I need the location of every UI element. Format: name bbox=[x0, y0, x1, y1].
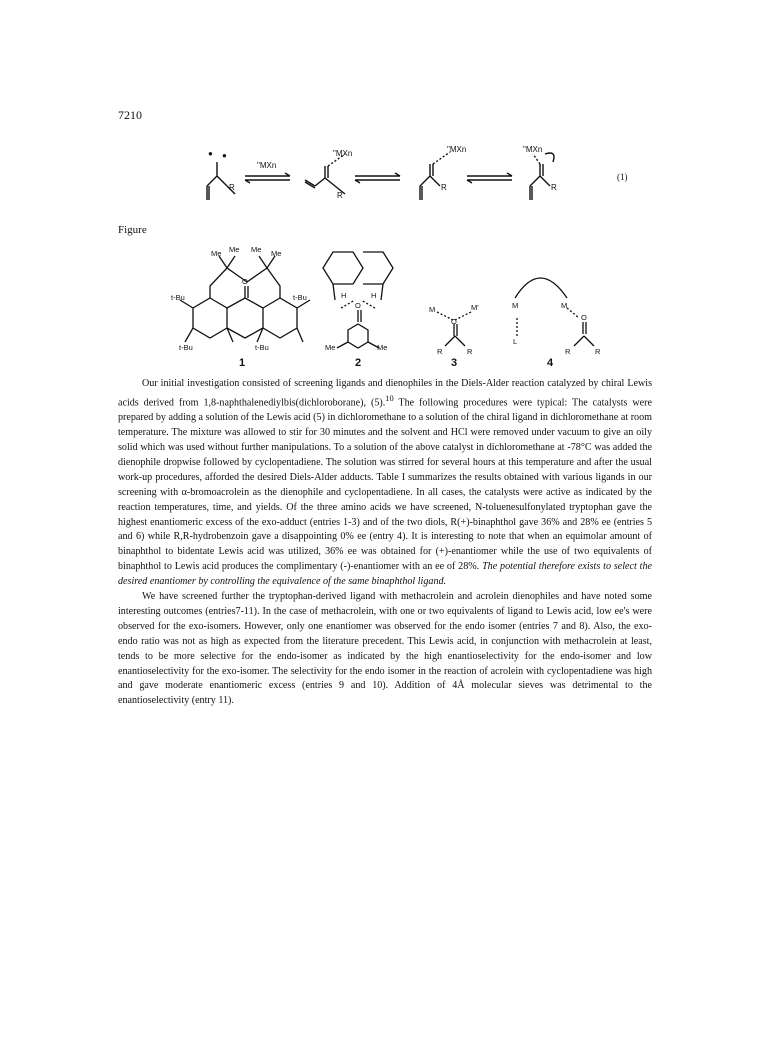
s1-tbu-1: t-Bu bbox=[171, 293, 185, 302]
s1-tbu-2: t-Bu bbox=[293, 293, 307, 302]
structure-number-2: 2 bbox=[355, 357, 362, 369]
s3-o: O bbox=[451, 317, 457, 326]
s4-m-1: M bbox=[512, 301, 519, 310]
scheme-r-2: R bbox=[337, 191, 343, 200]
s1-me-4: Me bbox=[271, 249, 282, 258]
structure-number-4: 4 bbox=[547, 357, 554, 369]
equation-number: (1) bbox=[617, 172, 628, 182]
s4-r-1: R bbox=[565, 347, 571, 356]
s1-o: O bbox=[242, 277, 248, 286]
s1-tbu-3: t-Bu bbox=[179, 343, 193, 352]
s3-m: M bbox=[429, 305, 436, 314]
s2-me-2: Me bbox=[377, 343, 388, 352]
paragraph-1-part-a: Our initial investigation consisted of screening ligands and dienophiles in the Diels-Alder reaction catalyzed by chiral Lewis acids derived from 1,8-naphthalenediylbis(dichloroborane), (5). bbox=[118, 378, 652, 409]
s2-me-1: Me bbox=[325, 343, 336, 352]
figure-caption: Figure bbox=[118, 224, 147, 236]
structure-number-1: 1 bbox=[239, 357, 246, 369]
s2-o: O bbox=[355, 301, 361, 310]
s1-me-1: Me bbox=[211, 249, 222, 258]
scheme-r-4: R bbox=[551, 183, 557, 192]
paragraph-1-part-b: The following procedures were typical: The catalysts were prepared by adding a solution of the Lewis acid (5) in dichloromethane to a solution of the chiral ligand in dichloromethane at room temperature. The mixture was allowed to stir for 30 minutes and the solvent and HCl were removed under vacuum to give an oily solid which was used without further manipulations. To a solution of the above catalyst in dichloromethane at -78°C was added the dienophile dropwise followed by cyclopentadiene. The solution was stirred for several hours at this temperature and after the usual work-up procedures, afforded the desired Diels-Alder adducts. Table I summarizes the results obtained with various ligands in our screening with α-bromoacrolein as the dienophile and cyclopentadiene. In all cases, the catalysts were active as indicated by the reaction temperatures, time, and yields. Of the three amino acids we have screened, N-toluenesulfonylated tryptophan gave the highest enantiomeric excess of the exo-adduct (entries 1-3) and of the two diols, R(+)-binaphthol gave 36% and 28% ee (entries 5 and 6) while R,R-hydrobenzoin gave a disappointing 0% ee (entry 4). It is interesting to note that when an equimolar amount of binaphthol to bidentate Lewis acid was utilized, 36% ee was obtained for (+)-enantiomer while the use of two equivalents of binaphthol to Lewis acid produces the complimentary (-)-enantiomer with an ee of 28%. bbox=[118, 397, 652, 573]
equilibrium-scheme bbox=[195, 140, 655, 205]
scheme-label-4: "MXn bbox=[523, 145, 543, 154]
s3-m-prime: M' bbox=[471, 303, 479, 312]
scheme-label-2: "MXn bbox=[333, 149, 353, 158]
s1-me-3: Me bbox=[251, 245, 262, 254]
svg-text:●: ● bbox=[208, 149, 213, 158]
page-number: 7210 bbox=[118, 108, 142, 122]
s3-r-2: R bbox=[467, 347, 473, 356]
svg-text:●: ● bbox=[222, 151, 227, 160]
body-text bbox=[118, 377, 652, 709]
paragraph-1 bbox=[118, 377, 652, 590]
s1-tbu-4: t-Bu bbox=[255, 343, 269, 352]
scheme-r-3: R bbox=[441, 183, 447, 192]
s4-o: O bbox=[581, 313, 587, 322]
scheme-label-1: "MXn bbox=[257, 161, 277, 170]
s2-h-1: H bbox=[341, 291, 347, 300]
s4-l: L bbox=[513, 337, 518, 346]
reference-10: 10 bbox=[385, 393, 394, 403]
scheme-r-1: R bbox=[229, 183, 235, 192]
structure-number-3: 3 bbox=[451, 357, 458, 369]
scheme-label-3: "MXn bbox=[447, 145, 467, 154]
s4-m-2: M bbox=[561, 301, 568, 310]
paragraph-1-emphasis: The potential therefore exists to select the desired enantiomer by controlling the equivalence of the same binaphthol ligand. bbox=[118, 561, 652, 588]
s4-r-2: R bbox=[595, 347, 601, 356]
s2-h-2: H bbox=[371, 291, 377, 300]
s3-r-1: R bbox=[437, 347, 443, 356]
s1-me-2: Me bbox=[229, 245, 240, 254]
paragraph-2: We have screened further the tryptophan-derived ligand with methacrolein and acrolein dienophiles and have noted some interesting outcomes (entries7-11). In the case of methacrolein, with one or two equivalents of ligand to Lewis acid, low ee's were observed for the exo-isomers. However, only one enantiomer was observed for the endo isomer (entries 7 and 8). Also, the exo-endo ratio was not as high as expected from the literature precedent. This Lewis acid, in conjunction with methacrolein at least, tends to be more selective for the endo-isomer as indicated by the high enantioselectivity for the endo-isomer and low enantioselectivity for the exo-isomer. The selectivity for the endo isomer in the reaction of acrolein with cyclopentadiene was high and gave moderate enantiomeric excess (entries 9 and 10). Addition of 4Å molecular sieves was detrimental to the enantioselectivity (entry 11). bbox=[118, 591, 652, 707]
catalyst-structures-figure bbox=[171, 238, 615, 369]
